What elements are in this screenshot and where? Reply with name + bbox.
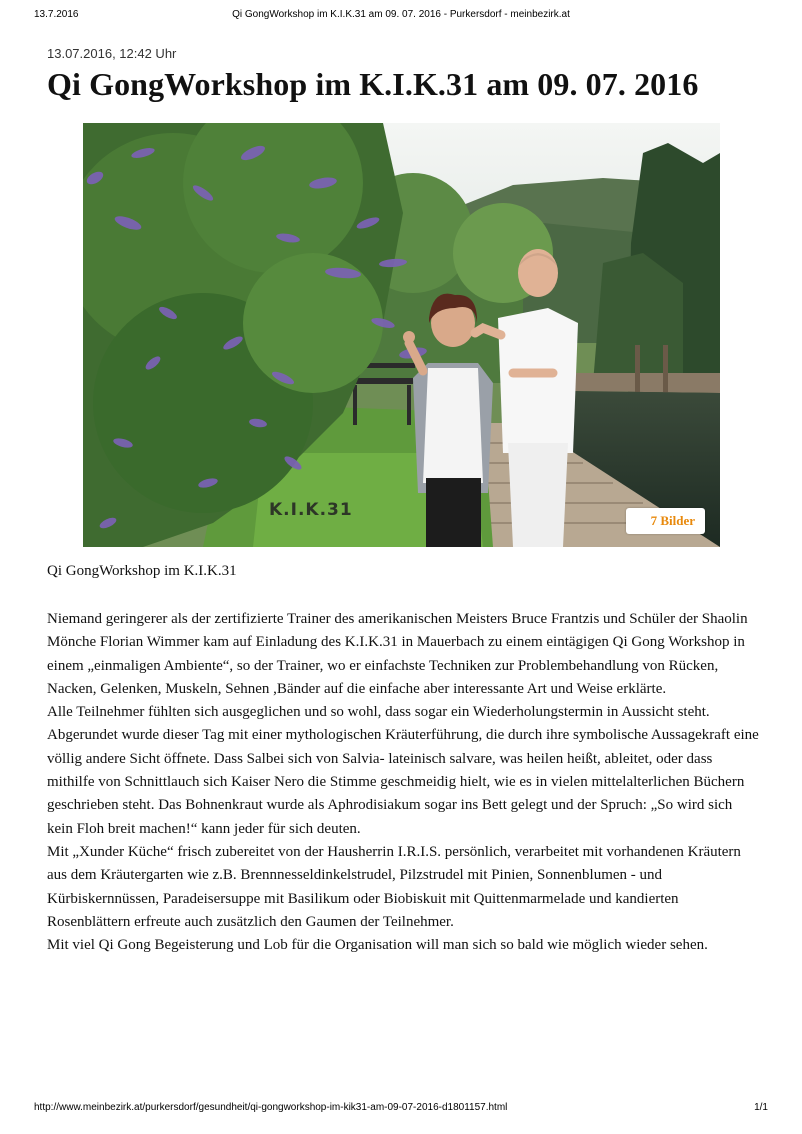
print-url[interactable]: http://www.meinbezirk.at/purkersdorf/gesundheit/qi-gongworkshop-im-kik31-am-09-07-2016-d1801157.html: [34, 1102, 508, 1113]
paragraph: Alle Teilnehmer fühlten sich ausgeglichen und so wohl, dass sogar ein Wiederholungstermin in Aussicht steht.: [47, 704, 710, 721]
photo-caption: Qi GongWorkshop im K.I.K.31: [47, 563, 237, 579]
article-timestamp: 13.07.2016, 12:42 Uhr: [47, 46, 177, 61]
print-header: [0, 9, 802, 23]
print-page-title: Qi GongWorkshop im K.I.K.31 am 09. 07. 2016 - Purkersdorf - meinbezirk.at: [232, 9, 570, 20]
article-photo[interactable]: [83, 123, 720, 547]
garden-photo-illustration: [83, 123, 720, 547]
paragraph: Abgerundet wurde dieser Tag mit einer mythologischen Kräuterführung, die durch ihre symbolische Aussagekraft eine völlig andere Sicht öffnete. Dass Salbei sich von Salvia- lateinisch salvare, was heilen heißt, ableitet, oder dass mithilfe von Schnittlauch sich Kaiser Nero die Stimme geschmeidig hielt, wie es in vielen mittelalterlichen Büchern geschrieben steht. Das Bohnenkraut wurde als Aphrodisiakum sogar ins Bett gelegt und der Spruch: „So wird sich kein Floh breit machen!“ kann jeder für sich deuten.: [47, 727, 759, 837]
article-title: Qi GongWorkshop im K.I.K.31 am 09. 07. 2016: [47, 66, 699, 102]
paragraph: Niemand geringerer als der zertifizierte Trainer des amerikanischen Meisters Bruce Frantzis und Schüler der Shaolin Mönche Florian Wimmer kam auf Einladung des K.I.K.31 in Mauerbach zu einem eintägigen Qi Gong Workshop in einem „einmaligen Ambiente“, so der Trainer, wo er einfachste Techniken zur Problembehandlung von Rücken, Nacken, Gelenken, Muskeln, Sehnen ,Bänder auf die einfache aber interessante Art und Weise erklärte.: [47, 611, 748, 697]
print-date: 13.7.2016: [34, 9, 79, 20]
paragraph: Mit viel Qi Gong Begeisterung und Lob für die Organisation will man sich so bald wie möglich wieder sehen.: [47, 937, 708, 954]
print-page-number: 1/1: [754, 1102, 768, 1113]
print-footer: [0, 1102, 802, 1116]
photo-watermark: K.I.K.31: [269, 500, 353, 520]
gallery-count-badge[interactable]: 7 Bilder: [626, 508, 705, 534]
article-body: [47, 608, 759, 957]
paragraph: Mit „Xunder Küche“ frisch zubereitet von der Hausherrin I.R.I.S. persönlich, verarbeitet mit vorhandenen Kräutern aus dem Kräutergarten wie z.B. Brennnesseldinkelstrudel, Pilzstrudel mit Pinien, Sonnenblumen - und Kürbiskernnüssen, Paradeisersuppe mit Basilikum oder Biobiskuit mit Quittenmarmelade und kandierten Rosenblättern erfreute auch zusätzlich den Gaumen der Teilnehmer.: [47, 843, 741, 930]
